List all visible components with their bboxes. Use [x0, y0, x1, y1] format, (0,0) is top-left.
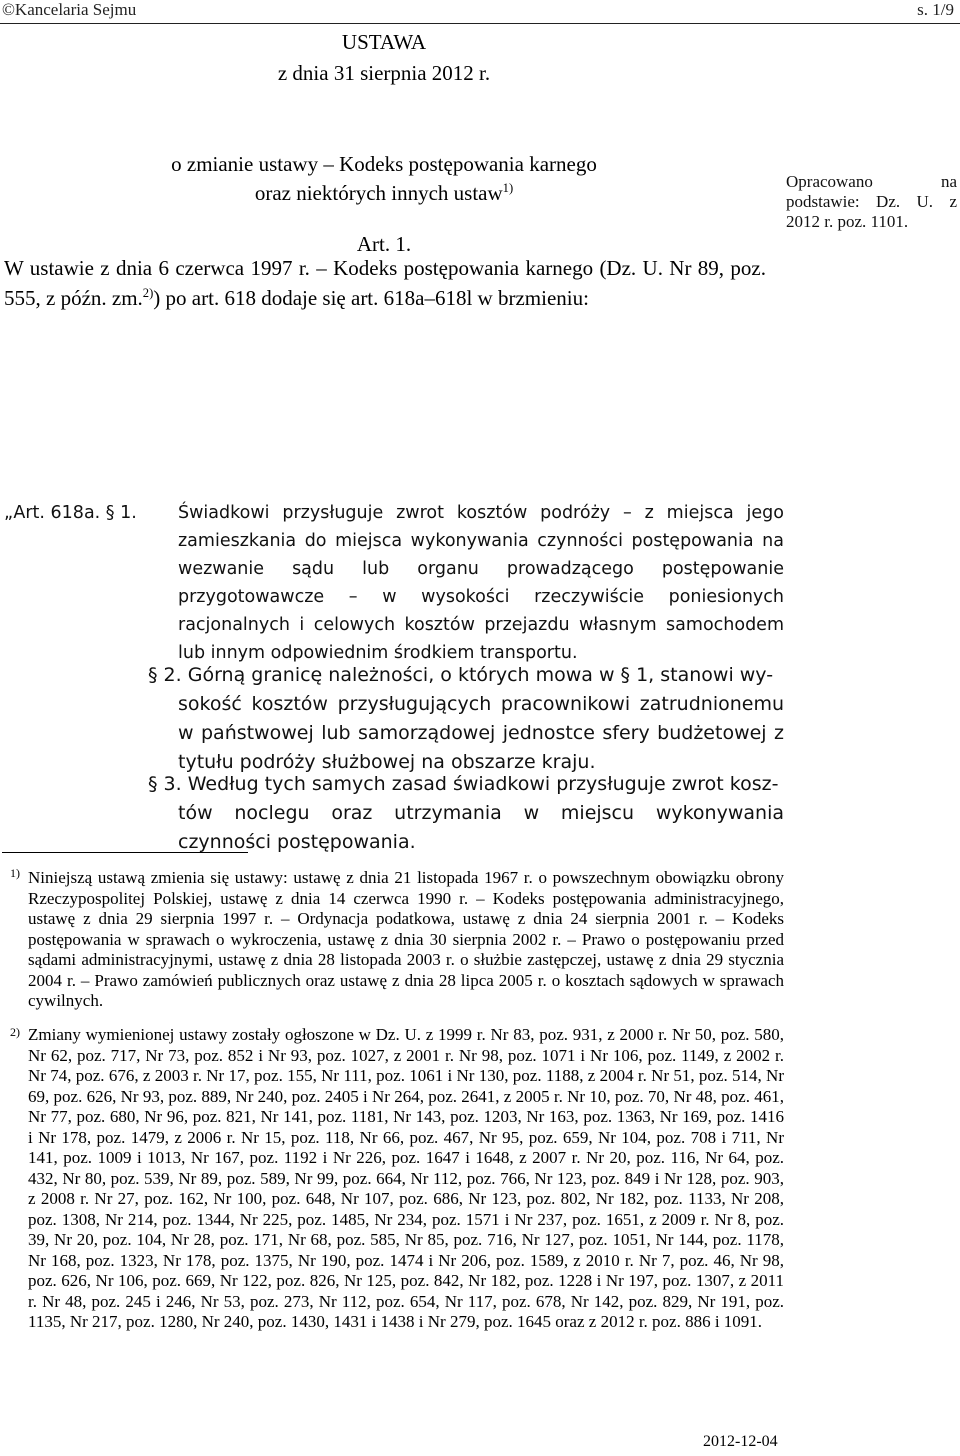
paragraph-3-label: § 3.	[148, 773, 182, 795]
act-date: z dnia 31 sierpnia 2012 r.	[277, 61, 491, 85]
paragraph-3-rest: tów noclegu oraz utrzymania w miejscu wykonywania czynności postępowania.	[178, 802, 784, 853]
article-intro-part2: ) po art. 618 dodaje się art. 618a–618l w brzmieniu:	[153, 286, 589, 310]
source-note: Opracowano na podstawie: Dz. U. z 2012 r. poz. 1101.	[786, 172, 957, 231]
footnote-1-text: Niniejszą ustawą zmienia się ustawy: ustawę z dnia 21 listopada 1967 r. o powszechnym obowiązku obrony Rzeczypospolitej Polskiej, ustawę z dnia 14 czerwca 1990 r. – Kodeks postępowania administracyjnego, ustawę z dnia 29 sierpnia 1997 r. – Ordynacja podatkowa, ustawę z dnia 24 sierpnia 2001 r. – Kodeks postępowania w sprawach o wykroczenia, ustawę z dnia 30 sierpnia 2002 r. – Prawo o postępowaniu przed sądami administracyjnymi, ustawę z dnia 28 listopada 2003 r. o służbie zastępczej, ustawę z dnia 29 stycznia 2004 r. – Prawo zamówień publicznych oraz ustawę z dnia 28 lipca 2005 r. o kosztach sądowych w sprawach cywilnych.	[28, 868, 784, 1010]
paragraph-3-first: Według tych samych zasad świadkowi przysługuje zwrot kosz-	[187, 773, 779, 795]
article-heading: Art. 1.	[356, 232, 412, 256]
footnote-2-mark: 2)	[10, 1025, 20, 1039]
act-subject-line1: o zmianie ustawy – Kodeks postępowania karnego	[171, 152, 597, 176]
art618a-label: „Art. 618a. § 1.	[4, 503, 137, 523]
paragraph-2-rest: sokość kosztów przysługujących pracownikowi zatrudnionemu w państwowej lub samorządowej jednostce sfery budżetowej z tytułu podróży służbowej na obszarze kraju.	[178, 693, 784, 773]
header-page-number: s. 1/9	[917, 0, 954, 19]
paragraph-2-first-line	[148, 661, 784, 690]
footnote-ref-1[interactable]: 1)	[502, 181, 514, 195]
paragraph-3-first-line	[148, 770, 784, 799]
paragraph-1: Świadkowi przysługuje zwrot kosztów podróży – z miejsca jego zamieszkania do miejsca wykonywania czynności postępowania na wezwanie sądu lub organu prowadzącego postępowanie przygotowawcze – w wysokości rzeczywiście poniesionych racjonalnych i celowych kosztów przejazdu własnym samochodem lub innym odpowiednim środkiem transportu.	[178, 503, 784, 663]
page-date: 2012-12-04	[703, 1433, 778, 1450]
act-subject-line2-text: oraz niektórych innych ustaw	[254, 181, 503, 205]
paragraph-2-first: Górną granicę należności, o których mowa w § 1, stanowi wy-	[187, 664, 774, 686]
footnote-ref-2[interactable]: 2)	[142, 286, 154, 300]
header-rule	[0, 23, 960, 24]
act-title: USTAWA	[341, 30, 427, 54]
act-subject-line2	[0, 179, 768, 208]
footnote-1-mark: 1)	[10, 866, 20, 880]
header-source: ©Kancelaria Sejmu	[2, 0, 137, 19]
article-intro	[4, 253, 766, 313]
footnote-separator	[2, 852, 248, 853]
article-intro-part1: W ustawie z dnia 6 czerwca 1997 r. – Kodeks postępowania karnego (Dz. U. Nr 89, poz. 555, z późn. zm.	[4, 256, 766, 310]
footnote-2-text: Zmiany wymienionej ustawy zostały ogłoszone w Dz. U. z 1999 r. Nr 83, poz. 931, z 2000 r. Nr 50, poz. 580, Nr 62, poz. 717, Nr 73, poz. 852 i Nr 93, poz. 1027, z 2001 r. Nr 98, poz. 1071 i Nr 106, poz. 1149, z 2002 r. Nr 74, poz. 676, z 2003 r. Nr 17, poz. 155, Nr 111, poz. 1061 i Nr 130, poz. 1188, z 2004 r. Nr 51, poz. 514, Nr 69, poz. 626, Nr 93, poz. 889, Nr 240, poz. 2405 i Nr 264, poz. 2641, z 2005 r. Nr 10, poz. 70, Nr 48, poz. 461, Nr 77, poz. 680, Nr 96, poz. 821, Nr 141, poz. 1181, Nr 143, poz. 1203, Nr 163, poz. 1363, Nr 169, poz. 1416 i Nr 178, poz. 1479, z 2006 r. Nr 15, poz. 118, Nr 66, poz. 467, Nr 95, poz. 659, Nr 104, poz. 708 i 711, Nr 141, poz. 1009 i 1013, Nr 167, poz. 1192 i Nr 226, poz. 1647 i 1648, z 2007 r. Nr 20, poz. 116, Nr 64, poz. 432, Nr 80, poz. 539, Nr 89, poz. 589, Nr 99, poz. 664, Nr 112, poz. 766, Nr 123, poz. 849 i Nr 128, poz. 903, z 2008 r. Nr 27, poz. 162, Nr 100, poz. 648, Nr 107, poz. 686, Nr 123, poz. 802, Nr 182, poz. 1133, Nr 208, poz. 1308, Nr 214, poz. 1344, Nr 225, poz. 1485, Nr 234, poz. 1571 i Nr 237, poz. 1651, z 2009 r. Nr 8, poz. 39, Nr 20, poz. 104, Nr 28, poz. 171, Nr 68, poz. 585, Nr 85, poz. 716, Nr 127, poz. 1051, Nr 144, poz. 1178, Nr 168, poz. 1323, Nr 178, poz. 1375, Nr 190, poz. 1474 i Nr 206, poz. 1589, z 2010 r. Nr 7, poz. 46, Nr 98, poz. 626, Nr 106, poz. 669, Nr 122, poz. 826, Nr 125, poz. 842, Nr 182, poz. 1228 i Nr 197, poz. 1307, z 2011 r. Nr 48, poz. 245 i 246, Nr 53, poz. 273, Nr 112, poz. 654, Nr 117, poz. 678, Nr 142, poz. 829, Nr 191, poz. 1135, Nr 217, poz. 1280, Nr 240, poz. 1430, 1431 i 1438 i Nr 279, poz. 1645 oraz z 2012 r. poz. 886 i 1091.	[28, 1025, 784, 1331]
paragraph-2-label: § 2.	[148, 664, 182, 686]
